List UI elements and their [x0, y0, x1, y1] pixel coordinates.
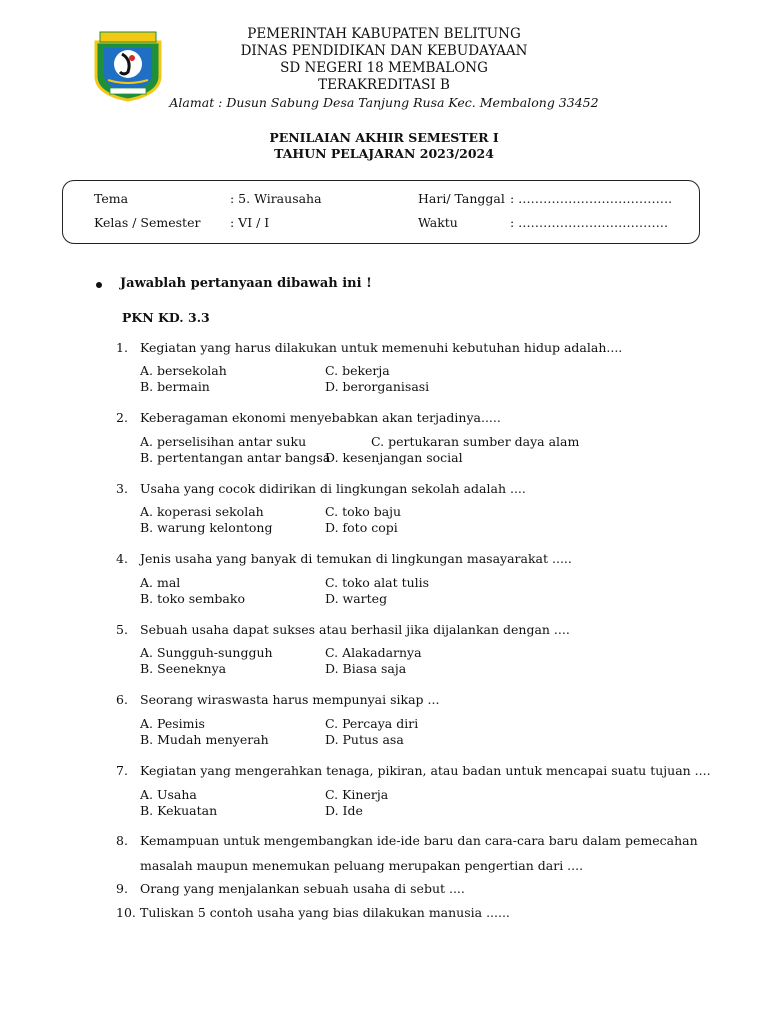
kelas-value: : VI / I	[230, 215, 270, 230]
question-1	[116, 340, 622, 356]
option-a: A. perselisihan antar suku	[140, 434, 307, 449]
question-number: 9.	[116, 881, 128, 896]
question-text: Jenis usaha yang banyak di temukan di lingkungan masayarakat .....	[140, 551, 572, 566]
option-a: A. bersekolah	[140, 363, 227, 378]
question-text: Usaha yang cocok didirikan di lingkungan sekolah adalah ....	[140, 481, 526, 496]
question-text: Kegiatan yang harus dilakukan untuk memenuhi kebutuhan hidup adalah....	[140, 340, 623, 355]
question-7	[116, 763, 711, 779]
question-number: 8.	[116, 833, 128, 848]
question-text: Keberagaman ekonomi menyebabkan akan terjadinya.....	[140, 410, 501, 425]
bullet-icon	[96, 282, 102, 288]
option-a: A. Usaha	[140, 787, 197, 802]
tema-label: Tema	[94, 191, 129, 206]
option-a: A. koperasi sekolah	[140, 504, 264, 519]
option-b: B. Mudah menyerah	[140, 732, 269, 747]
header-address: Alamat : Dusun Sabung Desa Tanjung Rusa Kec. Membalong 33452	[169, 95, 599, 110]
question-number: 10.	[116, 905, 136, 920]
question-number: 3.	[116, 481, 128, 496]
question-number: 7.	[116, 763, 128, 778]
question-6	[116, 692, 439, 708]
question-text: Kemampuan untuk mengembangkan ide-ide baru dan cara-cara baru dalam pemecahan	[140, 833, 698, 848]
exam-year: TAHUN PELAJARAN 2023/2024	[274, 146, 494, 161]
kelas-label: Kelas / Semester	[94, 215, 201, 230]
option-c: C. toko alat tulis	[325, 575, 430, 590]
option-d: D. kesenjangan social	[325, 450, 463, 465]
option-d: D. berorganisasi	[325, 379, 430, 394]
header-line-3: SD NEGERI 18 MEMBALONG	[280, 60, 488, 76]
question-4	[116, 551, 572, 567]
hari-value: : ……………………………….	[510, 191, 673, 206]
option-b: B. warung kelontong	[140, 520, 273, 535]
question-10	[116, 905, 510, 921]
option-c: C. Percaya diri	[325, 716, 419, 731]
option-c: C. toko baju	[325, 504, 402, 519]
question-2	[116, 410, 501, 426]
section-label: PKN KD. 3.3	[122, 310, 210, 325]
question-3	[116, 481, 526, 497]
question-9	[116, 881, 465, 897]
option-b: B. pertentangan antar bangsa	[140, 450, 331, 465]
option-c: C. bekerja	[325, 363, 390, 378]
option-c: C. pertukaran sumber daya alam	[371, 434, 580, 449]
question-number: 6.	[116, 692, 128, 707]
question-number: 4.	[116, 551, 128, 566]
header-line-1: PEMERINTAH KABUPATEN BELITUNG	[247, 26, 521, 42]
option-d: D. Putus asa	[325, 732, 404, 747]
tema-value: : 5. Wirausaha	[230, 191, 322, 206]
hari-label: Hari/ Tanggal	[418, 191, 505, 206]
question-text: Sebuah usaha dapat sukses atau berhasil jika dijalankan dengan ....	[140, 622, 570, 637]
option-b: B. Seeneknya	[140, 661, 227, 676]
header-line-2: DINAS PENDIDIKAN DAN KEBUDAYAAN	[240, 43, 528, 59]
question-text: Kegiatan yang mengerahkan tenaga, pikiran, atau badan untuk mencapai suatu tujuan ....	[140, 763, 711, 778]
option-d: D. foto copi	[325, 520, 398, 535]
question-number: 2.	[116, 410, 128, 425]
question-text-continued: masalah maupun menemukan peluang merupakan pengertian dari ....	[140, 858, 584, 873]
option-a: A. Pesimis	[140, 716, 205, 731]
question-text: Orang yang menjalankan sebuah usaha di sebut ....	[140, 881, 465, 896]
option-b: B. Kekuatan	[140, 803, 218, 818]
option-a: A. Sungguh-sungguh	[140, 645, 273, 660]
option-c: C. Kinerja	[325, 787, 389, 802]
info-box	[62, 180, 700, 244]
option-b: B. bermain	[140, 379, 210, 394]
header-line-4: TERAKREDITASI B	[318, 77, 450, 93]
option-c: C. Alakadarnya	[325, 645, 422, 660]
question-8	[116, 833, 698, 849]
waktu-label: Waktu	[418, 215, 458, 230]
exam-title: PENILAIAN AKHIR SEMESTER I	[269, 130, 499, 145]
question-text: Tuliskan 5 contoh usaha yang bias dilakukan manusia ......	[140, 905, 510, 920]
option-d: D. Biasa saja	[325, 661, 407, 676]
question-5	[116, 622, 570, 638]
option-d: D. warteg	[325, 591, 388, 606]
option-a: A. mal	[140, 575, 181, 590]
waktu-value: : ………………………………	[510, 215, 669, 230]
instruction: Jawablah pertanyaan dibawah ini !	[120, 276, 372, 291]
question-number: 5.	[116, 622, 128, 637]
question-text: Seorang wiraswasta harus mempunyai sikap ...	[140, 692, 440, 707]
option-d: D. Ide	[325, 803, 363, 818]
question-number: 1.	[116, 340, 128, 355]
option-b: B. toko sembako	[140, 591, 245, 606]
